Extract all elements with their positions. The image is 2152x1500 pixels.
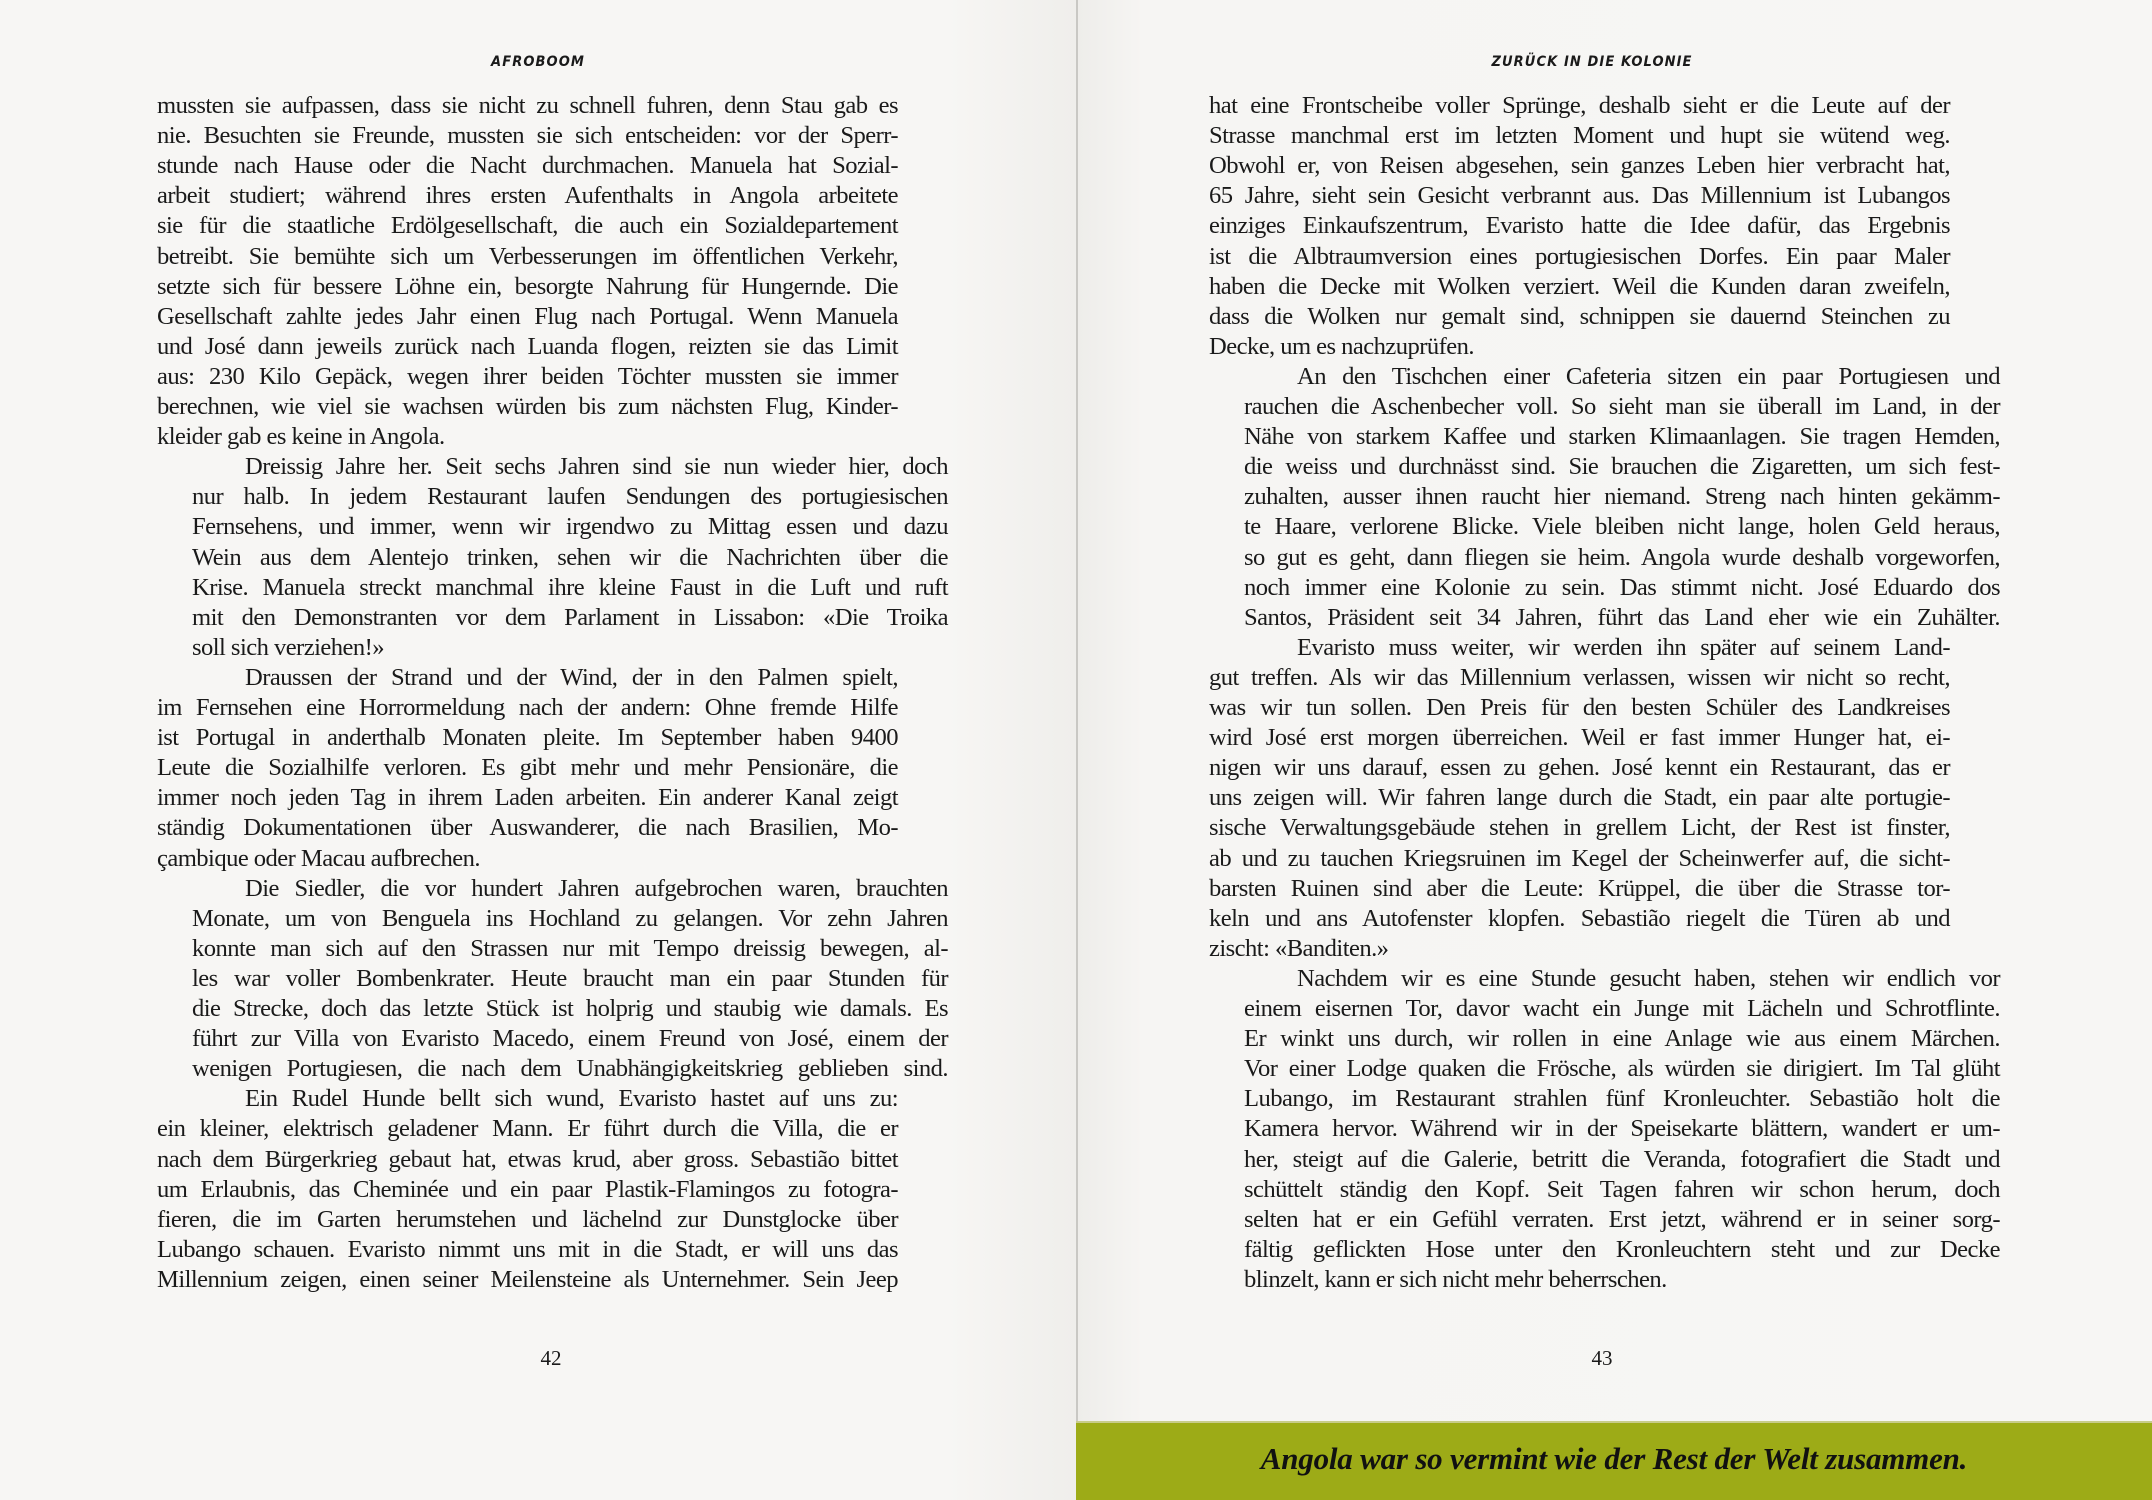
text-line: Obwohl er, von Reisen abgesehen, sein ganzes Leben hier verbracht hat, <box>1209 152 1950 180</box>
text-line: Leute die Sozialhilfe verloren. Es gibt mehr und mehr Pensionäre, die <box>157 754 898 782</box>
text-line: setzte sich für bessere Löhne ein, besorgte Nahrung für Hungernde. Die <box>157 272 898 300</box>
text-line: Evaristo muss weiter, wir werden ihn später auf seinem Land- <box>1297 633 1950 661</box>
text-line: noch immer eine Kolonie zu sein. Das stimmt nicht. José Eduardo dos <box>1244 573 2000 601</box>
text-line: ist die Albtraumversion eines portugiesischen Dorfes. Ein paar Maler <box>1209 242 1950 270</box>
page-number-left: 42 <box>540 1346 562 1370</box>
text-line: Decke, um es nachzuprüfen. <box>1209 332 1474 360</box>
text-line: führt zur Villa von Evaristo Macedo, einem Freund von José, einem der <box>192 1025 948 1053</box>
text-line: Nähe von starkem Kaffee und starken Klimaanlagen. Sie tragen Hemden, <box>1244 423 2000 451</box>
right-page <box>1076 0 2152 1500</box>
text-line: Lubango schauen. Evaristo nimmt uns mit in die Stadt, er will uns das <box>157 1235 898 1263</box>
text-line: Wein aus dem Alentejo trinken, sehen wir die Nachrichten über die <box>192 543 948 571</box>
text-line: Ein Rudel Hunde bellt sich wund, Evaristo hastet auf uns zu: <box>245 1085 898 1113</box>
text-line: gut treffen. Als wir das Millennium verlassen, wissen wir nicht so recht, <box>1209 663 1950 691</box>
text-line: Krise. Manuela streckt manchmal ihre kleine Faust in die Luft und ruft <box>192 573 948 601</box>
text-line: aus: 230 Kilo Gepäck, wegen ihrer beiden Töchter mussten sie immer <box>157 362 898 390</box>
text-line: uns zeigen will. Wir fahren lange durch die Stadt, ein paar alte portugie- <box>1209 784 1950 812</box>
pullquote-text: Angola war so vermint wie der Rest der Welt zusammen. <box>1260 1441 1968 1476</box>
text-line: Santos, Präsident seit 34 Jahren, führt das Land eher wie ein Zuhälter. <box>1244 603 2000 631</box>
text-line: Vor einer Lodge quaken die Frösche, als würden sie dirigiert. Im Tal glüht <box>1244 1055 2000 1083</box>
text-line: haben die Decke mit Wolken verziert. Weil die Kunden daran zweifeln, <box>1209 272 1950 300</box>
text-line: konnte man sich auf den Strassen nur mit Tempo dreissig bewegen, al- <box>192 934 948 962</box>
text-line: Lubango, im Restaurant strahlen fünf Kronleuchter. Sebastião holt die <box>1244 1085 2000 1113</box>
text-line: fältig geflickten Hose unter den Kronleuchtern steht und zur Decke <box>1244 1235 2000 1263</box>
text-line: Fernsehens, und immer, wenn wir irgendwo zu Mittag essen und dazu <box>192 513 948 541</box>
text-line: Er winkt uns durch, wir rollen in eine Anlage wie aus einem Märchen. <box>1244 1025 2000 1053</box>
text-line: soll sich verziehen!» <box>192 633 384 661</box>
text-line: nur halb. In jedem Restaurant laufen Sendungen des portugiesischen <box>192 483 948 511</box>
text-line: çambique oder Macau aufbrechen. <box>157 844 480 872</box>
text-line: dass die Wolken nur gemalt sind, schnippen sie dauernd Steinchen zu <box>1209 302 1950 330</box>
text-line: Strasse manchmal erst im letzten Moment und hupt sie wütend weg. <box>1209 122 1950 150</box>
text-line: hat eine Frontscheibe voller Sprünge, deshalb sieht er die Leute auf der <box>1209 92 1950 119</box>
text-line: Dreissig Jahre her. Seit sechs Jahren sind sie nun wieder hier, doch <box>245 453 948 481</box>
text-line: schüttelt ständig den Kopf. Seit Tagen fahren wir schon herum, doch <box>1244 1175 2000 1203</box>
text-line: mit den Demonstranten vor dem Parlament in Lissabon: «Die Troika <box>192 603 948 631</box>
text-line: mussten sie aufpassen, dass sie nicht zu schnell fuhren, denn Stau gab es <box>157 92 898 119</box>
text-line: stunde nach Hause oder die Nacht durchmachen. Manuela hat Sozial- <box>157 152 898 180</box>
pullquote-band <box>1076 1421 2152 1500</box>
text-line: fieren, die im Garten herumstehen und lächelnd zur Dunstglocke über <box>157 1205 898 1233</box>
text-line: keln und ans Autofenster klopfen. Sebastião riegelt die Türen ab und <box>1209 904 1950 932</box>
text-line: Monate, um von Benguela ins Hochland zu gelangen. Vor zehn Jahren <box>192 904 948 932</box>
running-head-right: ZURÜCK IN DIE KOLONIE <box>1491 54 1693 70</box>
text-line: ein kleiner, elektrisch geladener Mann. Er führt durch die Villa, die er <box>157 1115 898 1143</box>
text-line: betreibt. Sie bemühte sich um Verbesserungen im öffentlichen Verkehr, <box>157 242 898 270</box>
text-line: zuhalten, ausser ihnen raucht hier niemand. Streng nach hinten gekämm- <box>1244 483 2000 511</box>
text-line: barsten Ruinen sind aber die Leute: Krüppel, die über die Strasse tor- <box>1209 874 1950 902</box>
page-number-right: 43 <box>1591 1346 1613 1370</box>
text-line: einem eisernen Tor, davor wacht ein Junge mit Lächeln und Schrotflinte. <box>1244 995 2000 1022</box>
text-line: zischt: «Banditen.» <box>1209 934 1389 962</box>
text-line: Millennium zeigen, einen seiner Meilensteine als Unternehmer. Sein Jeep <box>157 1265 898 1293</box>
text-line: und José dann jeweils zurück nach Luanda flogen, reizten sie das Limit <box>157 332 898 360</box>
text-line: so gut es geht, dann fliegen sie heim. Angola wurde deshalb vorgeworfen, <box>1244 543 2000 571</box>
text-line: ab und zu tauchen Kriegsruinen im Kegel der Scheinwerfer auf, die sicht- <box>1209 844 1950 872</box>
text-line: rauchen die Aschenbecher voll. So sieht man sie überall im Land, in der <box>1244 393 2000 420</box>
text-line: kleider gab es keine in Angola. <box>157 423 445 451</box>
text-line: Nachdem wir es eine Stunde gesucht haben, stehen wir endlich vor <box>1297 964 2000 992</box>
text-line: was wir tun sollen. Den Preis für den besten Schüler des Landkreises <box>1209 694 1950 721</box>
text-line: nie. Besuchten sie Freunde, mussten sie sich entscheiden: vor der Sperr- <box>157 122 898 150</box>
text-line: Gesellschaft zahlte jedes Jahr einen Flug nach Portugal. Wenn Manuela <box>157 302 898 330</box>
text-line: blinzelt, kann er sich nicht mehr beherrschen. <box>1244 1265 1667 1293</box>
text-line: te Haare, verlorene Blicke. Viele bleiben nicht lange, holen Geld heraus, <box>1244 513 2000 541</box>
text-line: selten hat er ein Gefühl verraten. Erst jetzt, während er in seiner sorg- <box>1244 1205 2000 1233</box>
text-line: ist Portugal in anderthalb Monaten pleite. Im September haben 9400 <box>157 724 898 752</box>
text-line: nigen wir uns darauf, essen zu gehen. José kennt ein Restaurant, das er <box>1209 754 1950 782</box>
text-line: An den Tischchen einer Cafeteria sitzen ein paar Portugiesen und <box>1297 362 2000 390</box>
text-line: nach dem Bürgerkrieg gebaut hat, etwas krud, aber gross. Sebastião bittet <box>157 1145 898 1173</box>
text-line: um Erlaubnis, das Cheminée und ein paar Plastik-Flamingos zu fotogra- <box>157 1175 898 1203</box>
text-line: einziges Einkaufszentrum, Evaristo hatte die Idee dafür, das Ergebnis <box>1209 212 1950 240</box>
text-line: 65 Jahre, sieht sein Gesicht verbrannt aus. Das Millennium ist Lubangos <box>1209 182 1950 210</box>
text-line: Draussen der Strand und der Wind, der in den Palmen spielt, <box>245 663 898 691</box>
text-line: im Fernsehen eine Horrormeldung nach der andern: Ohne fremde Hilfe <box>157 694 898 721</box>
running-head-left: AFROBOOM <box>491 54 585 70</box>
text-line: ständig Dokumentationen über Auswanderer, die nach Brasilien, Mo- <box>157 814 898 842</box>
text-line: les war voller Bombenkrater. Heute braucht man ein paar Stunden für <box>192 964 948 992</box>
text-line: Kamera hervor. Während wir in der Speisekarte blättern, wandert er um- <box>1244 1115 2000 1143</box>
text-line: wird José erst morgen überreichen. Weil er fast immer Hunger hat, ei- <box>1209 724 1950 752</box>
text-line: die weiss und durchnässt sind. Sie brauchen die Zigaretten, um sich fest- <box>1244 453 2000 481</box>
text-line: sische Verwaltungsgebäude stehen in grellem Licht, der Rest ist finster, <box>1209 814 1950 842</box>
text-line: immer noch jeden Tag in ihrem Laden arbeiten. Ein anderer Kanal zeigt <box>157 784 898 812</box>
text-line: wenigen Portugiesen, die nach dem Unabhängigkeitskrieg geblieben sind. <box>192 1055 948 1083</box>
text-line: sie für die staatliche Erdölgesellschaft, die auch ein Sozialdepartement <box>157 212 898 240</box>
text-line: Die Siedler, die vor hundert Jahren aufgebrochen waren, brauchten <box>245 874 948 902</box>
text-line: arbeit studiert; während ihres ersten Aufenthalts in Angola arbeitete <box>157 182 898 210</box>
text-line: die Strecke, doch das letzte Stück ist holprig und staubig wie damals. Es <box>192 995 948 1022</box>
text-line: her, steigt auf die Galerie, betritt die Veranda, fotografiert die Stadt und <box>1244 1145 2000 1173</box>
text-line: berechnen, wie viel sie wachsen würden bis zum nächsten Flug, Kinder- <box>157 393 898 420</box>
